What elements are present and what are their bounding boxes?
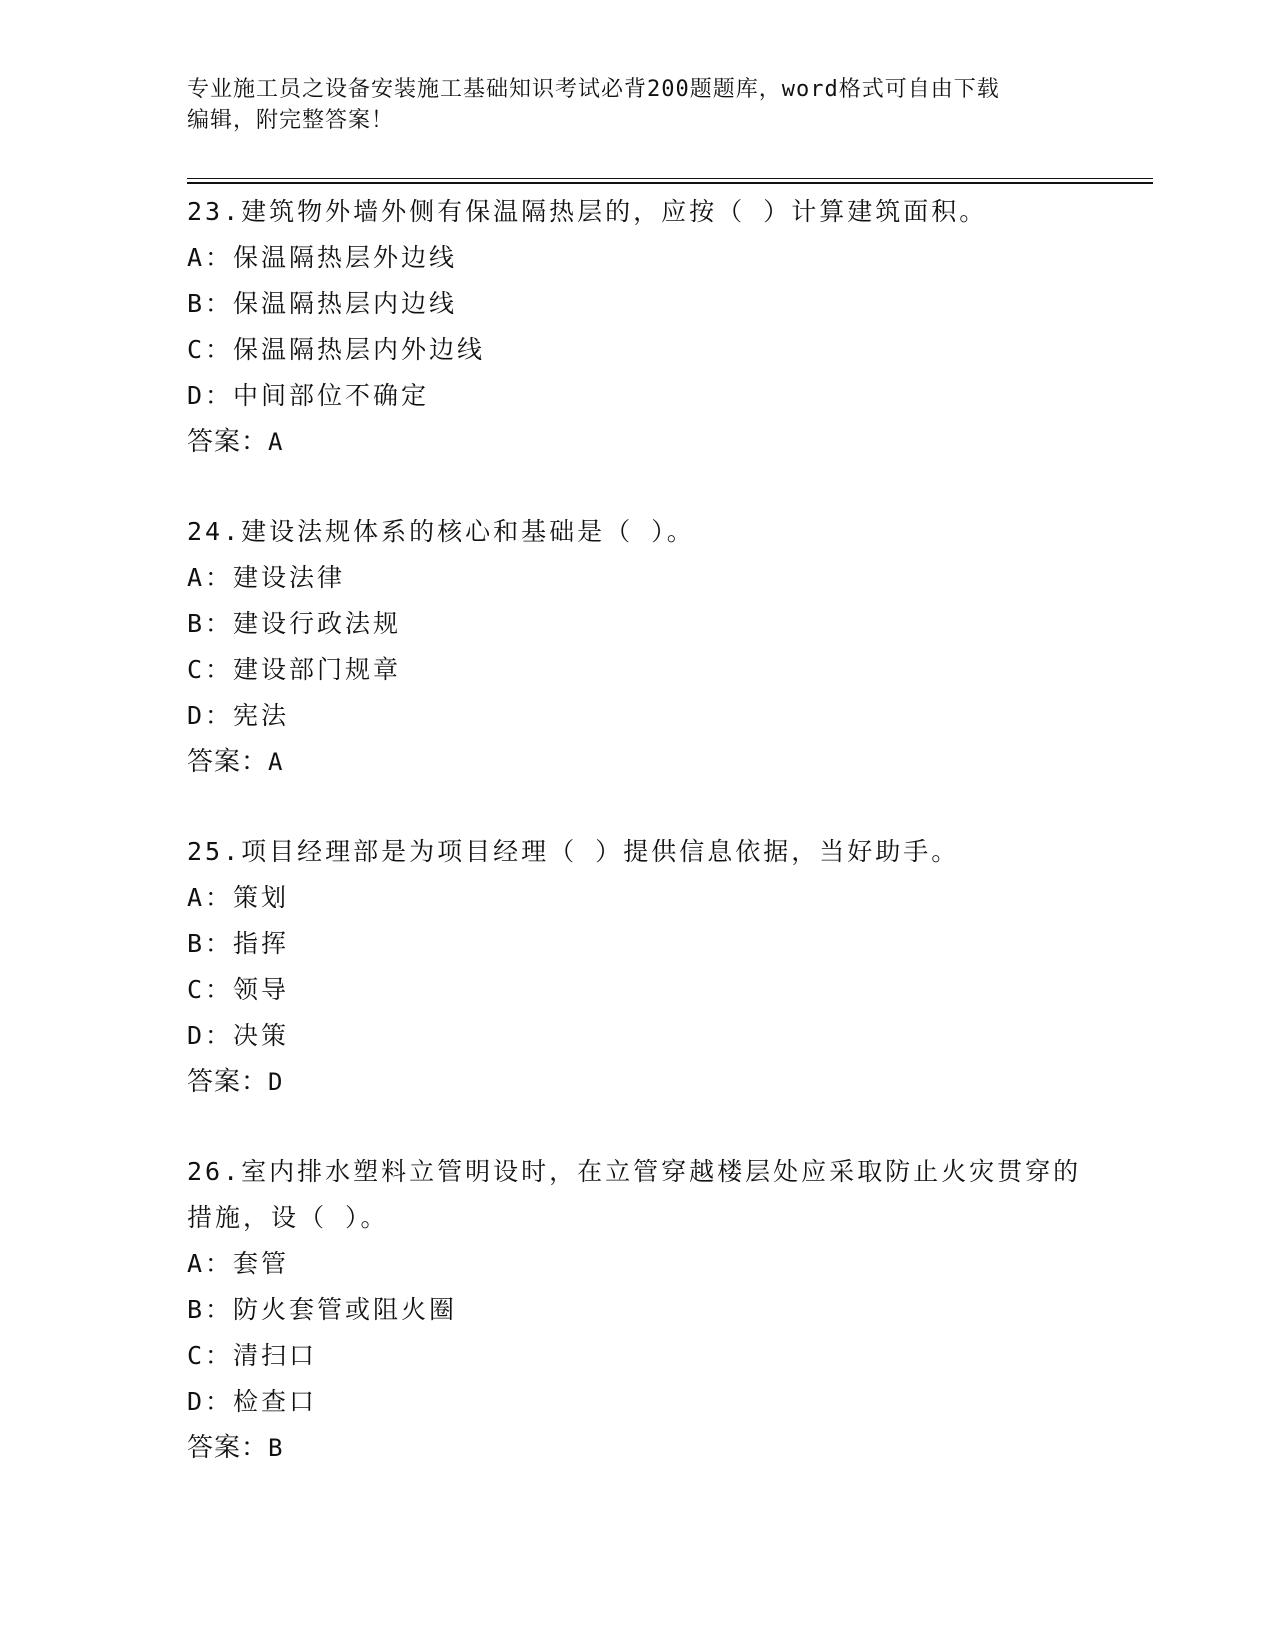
question-23 [187, 189, 1087, 465]
answer-value: A [268, 428, 284, 456]
question-text: 23.建筑物外墙外侧有保温隔热层的，应按（ ）计算建筑面积。 [187, 197, 988, 226]
header-line-1: 专业施工员之设备安装施工基础知识考试必背200题题库，word格式可自由下载 [187, 77, 1000, 102]
option-b: B：建设行政法规 [187, 609, 402, 638]
answer-value: B [268, 1434, 284, 1462]
answer-label: 答案： [187, 1433, 269, 1463]
option-c: C：建设部门规章 [187, 655, 402, 684]
option-c: C：保温隔热层内外边线 [187, 335, 486, 364]
question-text: 24.建设法规体系的核心和基础是（ ）。 [187, 517, 695, 546]
answer-value: A [268, 748, 284, 776]
question-25 [187, 829, 1087, 1105]
header-line-2: 编辑，附完整答案！ [187, 108, 395, 133]
answer-value: D [268, 1068, 284, 1096]
option-a: A：保温隔热层外边线 [187, 243, 458, 272]
option-b: B：防火套管或阻火圈 [187, 1295, 458, 1324]
answer-line [187, 1059, 1087, 1105]
option-b: B：指挥 [187, 929, 290, 958]
answer-label: 答案： [187, 427, 269, 457]
option-a: A：套管 [187, 1249, 290, 1278]
option-d: D：检查口 [187, 1387, 318, 1416]
answer-label: 答案： [187, 747, 269, 777]
answer-line [187, 1425, 1087, 1471]
document-header [187, 74, 1067, 136]
option-d: D：中间部位不确定 [187, 381, 430, 410]
answer-label: 答案： [187, 1067, 269, 1097]
option-a: A：建设法律 [187, 563, 346, 592]
option-d: D：宪法 [187, 701, 290, 730]
question-text: 25.项目经理部是为项目经理（ ）提供信息依据，当好助手。 [187, 837, 960, 866]
answer-line [187, 419, 1087, 465]
option-c: C：清扫口 [187, 1341, 318, 1370]
question-26 [187, 1149, 1087, 1471]
option-c: C：领导 [187, 975, 290, 1004]
question-24 [187, 509, 1087, 785]
option-d: D：决策 [187, 1021, 290, 1050]
question-text: 26.室内排水塑料立管明设时，在立管穿越楼层处应采取防止火灾贯穿的措施，设（ ）。 [187, 1157, 1082, 1232]
option-a: A：策划 [187, 883, 290, 912]
header-divider-thin [187, 178, 1153, 179]
option-b: B：保温隔热层内边线 [187, 289, 458, 318]
header-divider-thick [187, 182, 1153, 184]
answer-line [187, 739, 1087, 785]
